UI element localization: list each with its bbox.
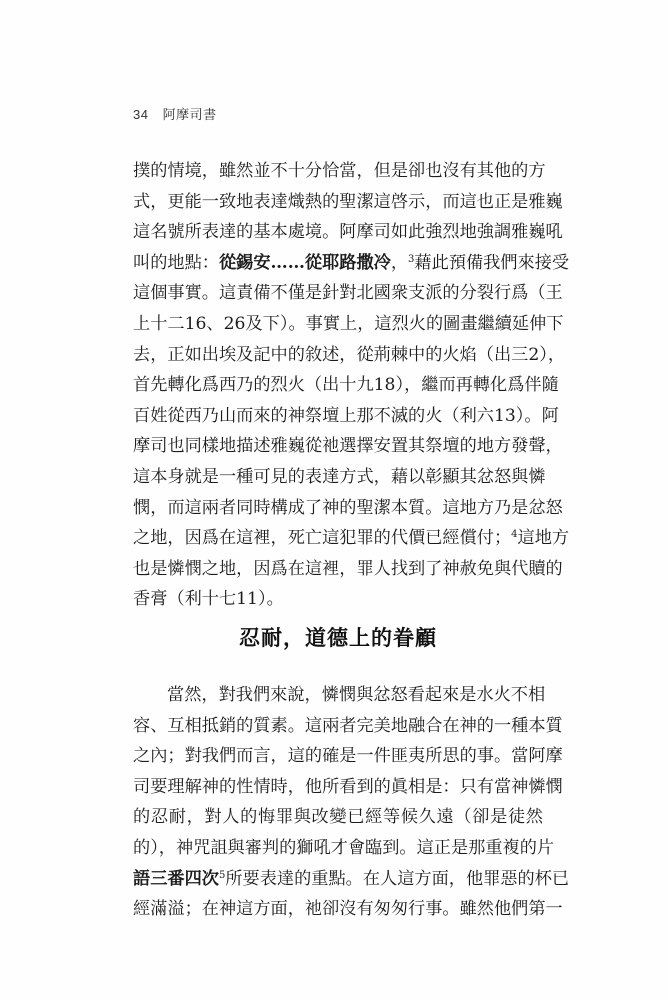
text-line: 容、互相抵銷的質素。這兩者完美地融合在神的一種本質: [133, 715, 563, 736]
text-line: 也是憐憫之地，因爲在這裡，罪人找到了神赦免與代贖的: [133, 558, 563, 579]
scripture-quote: 從錫安……從耶路撒冷: [218, 252, 391, 273]
scripture-quote: 語三番四次: [133, 868, 219, 889]
text-line: 的忍耐，對人的悔罪與改變已經等候久遠（卻是徒然: [133, 807, 543, 828]
text-line: 司要理解神的性情時，他所看到的眞相是：只有當神憐憫: [133, 776, 563, 797]
text-line: [133, 523, 570, 554]
text-line: 百姓從西乃山而來的神祭壇上那不滅的火（利六13）。阿: [133, 405, 559, 426]
text-line: 摩司也同樣地描述雅巍從祂選擇安置其祭壇的地方發聲，: [133, 436, 563, 457]
text-line: 憫，而這兩者同時構成了神的聖潔本質。這地方乃是忿怒: [133, 497, 563, 518]
footnote-marker: 3: [408, 253, 415, 265]
text-line: 這本身就是一種可見的表達方式，藉以彰顯其忿怒與憐: [133, 466, 546, 487]
text-run: 叫的地點：: [133, 252, 219, 273]
text-line: 首先轉化爲西乃的烈火（出十九18），繼而再轉化爲伴隨: [133, 375, 559, 396]
text-run: 這地方: [517, 528, 570, 549]
text-run: ，: [390, 252, 409, 273]
book-title: 阿摩司書: [162, 107, 217, 122]
page-number: 34: [133, 107, 149, 122]
paragraph-1: [133, 156, 570, 615]
text-line: 當然，對我們來說，憐憫與忿怒看起來是水火不相: [167, 685, 546, 705]
footnote-marker: 4: [511, 529, 518, 541]
paragraph-2: [133, 680, 570, 925]
text-run: 所要表達的重點。在人這方面，他罪惡的杯已: [225, 868, 570, 889]
text-line: 去，正如出埃及記中的敘述，從荊棘中的火焰（出三2），: [133, 344, 566, 365]
text-line: 的），神咒詛與審判的獅吼才會臨到。這正是那重複的片: [133, 837, 555, 858]
text-run: 之地，因爲在這裡，死亡這犯罪的代價已經償付；: [133, 528, 512, 549]
text-line: 式，更能一致地表達熾熱的聖潔這啓示，而這也正是雅巍: [133, 191, 563, 212]
text-line: 經滿溢；在神這方面，祂卻沒有匆匆行事。雖然他們第一: [133, 899, 563, 920]
section-heading: 忍耐，道德上的眷顧: [239, 625, 437, 650]
footnote-marker: 5: [218, 869, 226, 881]
text-line: 上十二16、26及下）。事實上，這烈火的圖畫繼續延伸下: [133, 313, 564, 334]
text-line: [133, 248, 570, 279]
text-line: 這個事實。這責備不僅是針對北國衆支派的分裂行爲（王: [133, 283, 563, 304]
text-line: 之內；對我們而言，這的確是一件匪夷所思的事。當阿摩: [133, 746, 563, 767]
text-line: 香膏（利十七11）。: [133, 589, 284, 610]
text-line: 撲的情境，雖然並不十分恰當，但是卻也沒有其他的方: [133, 161, 546, 181]
text-run: 藉此預備我們來接受: [414, 252, 570, 273]
text-line: [133, 864, 570, 895]
running-header: [133, 104, 217, 123]
text-line: 這名號所表達的基本處境。阿摩司如此強烈地強調雅巍吼: [133, 222, 563, 243]
